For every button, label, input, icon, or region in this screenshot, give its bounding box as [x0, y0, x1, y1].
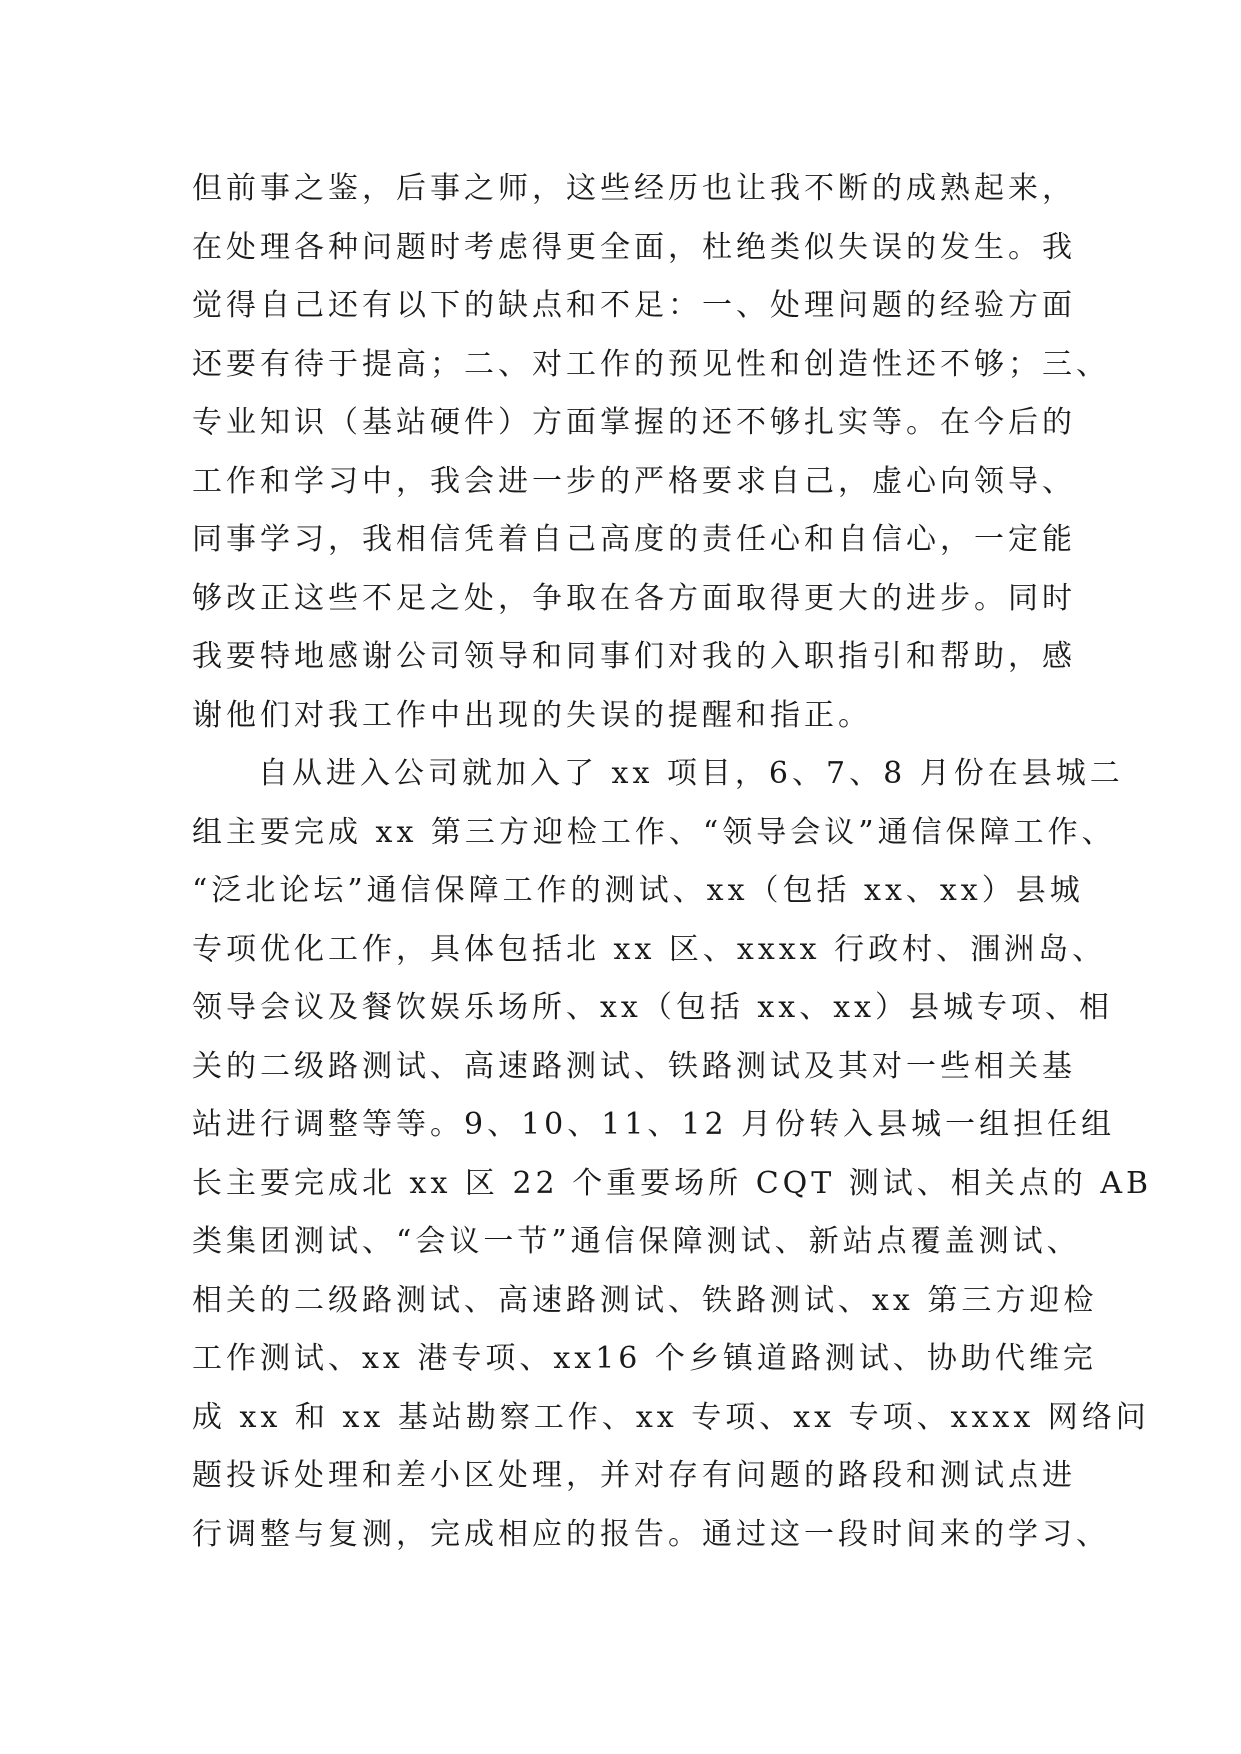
text-line: 类集团测试、“会议一节”通信保障测试、新站点覆盖测试、: [192, 1224, 1081, 1259]
text-line: 谢他们对我工作中出现的失误的提醒和指正。: [192, 697, 872, 733]
body-text: [192, 160, 1153, 1564]
text-line: 行调整与复测，完成相应的报告。通过这一段时间来的学习、: [192, 1516, 1110, 1552]
text-line: 站进行调整等等。9、10、11、12 月份转入县城一组担任组: [192, 1107, 1116, 1142]
text-line: 组主要完成 xx 第三方迎检工作、“领导会议”通信保障工作、: [192, 814, 1116, 850]
text-line: 题投诉处理和差小区处理，并对存有问题的路段和测试点进: [192, 1458, 1076, 1493]
text-line: 够改正这些不足之处，争取在各方面取得更大的进步。同时: [192, 580, 1076, 616]
paragraph-start-line: 自从进入公司就加入了 xx 项目，6、7、8 月份在县城二: [258, 756, 1124, 791]
text-line: 相关的二级路测试、高速路测试、铁路测试、xx 第三方迎检: [192, 1282, 1098, 1318]
text-line: 专项优化工作，具体包括北 xx 区、xxxx 行政村、涠洲岛、: [192, 931, 1107, 967]
text-line: 还要有待于提高；二、对工作的预见性和创造性还不够；三、: [192, 346, 1110, 382]
text-line: 成 xx 和 xx 基站勘察工作、xx 专项、xx 专项、xxxx 网络问: [192, 1399, 1150, 1435]
text-line: 但前事之鉴，后事之师，这些经历也让我不断的成熟起来，: [192, 171, 1076, 206]
text-line: 在处理各种问题时考虑得更全面，杜绝类似失误的发生。我: [192, 229, 1076, 265]
text-line: 我要特地感谢公司领导和同事们对我的入职指引和帮助，感: [192, 639, 1076, 674]
text-line: 工作和学习中，我会进一步的严格要求自己，虚心向领导、: [192, 463, 1076, 499]
text-line: 专业知识（基站硬件）方面掌握的还不够扎实等。在今后的: [192, 405, 1076, 440]
text-line: 领导会议及餐饮娱乐场所、xx（包括 xx、xx）县城专项、相: [192, 990, 1114, 1025]
text-line: 觉得自己还有以下的缺点和不足：一、处理问题的经验方面: [192, 288, 1076, 323]
text-line: 关的二级路测试、高速路测试、铁路测试及其对一些相关基: [192, 1048, 1076, 1084]
text-line: 同事学习，我相信凭着自己高度的责任心和自信心，一定能: [192, 522, 1076, 557]
text-line: 长主要完成北 xx 区 22 个重要场所 CQT 测试、相关点的 AB: [192, 1165, 1153, 1201]
text-line: 工作测试、xx 港专项、xx16 个乡镇道路测试、协助代维完: [192, 1341, 1097, 1376]
text-line: “泛北论坛”通信保障工作的测试、xx（包括 xx、xx）县城: [192, 873, 1084, 908]
